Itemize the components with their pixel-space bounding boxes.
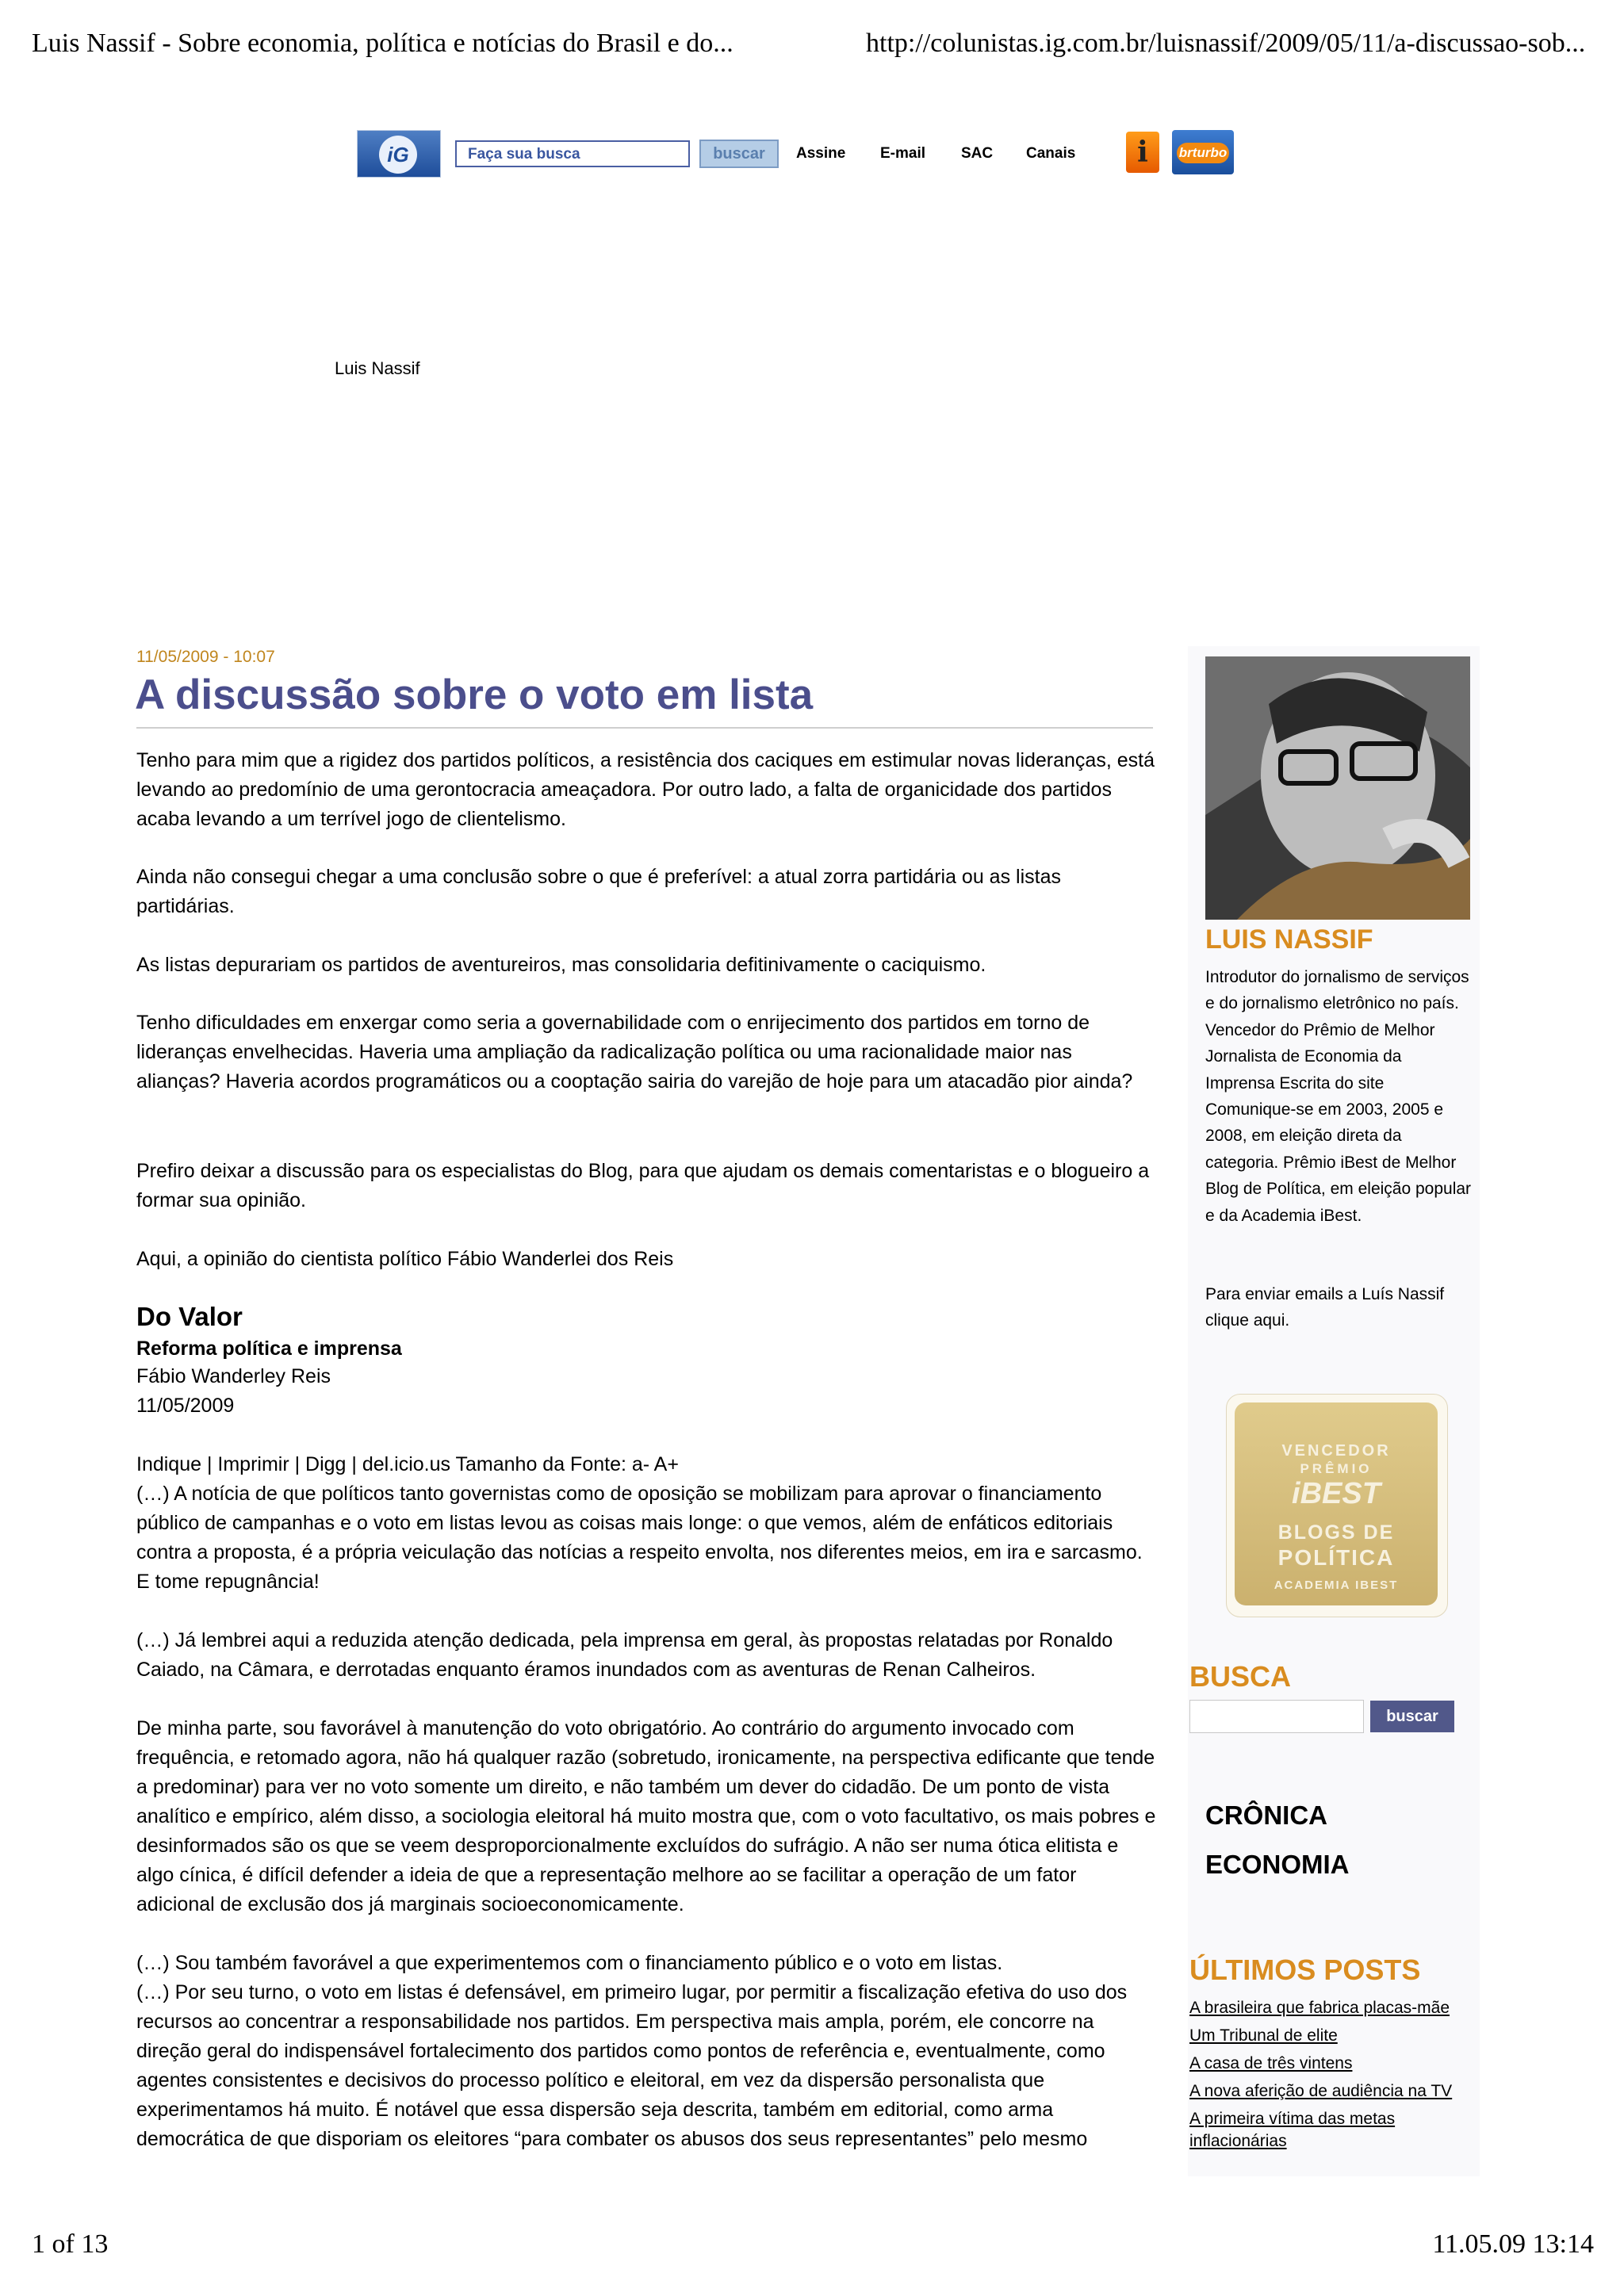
sac-link[interactable]: SAC	[961, 145, 994, 162]
ibest-award-badge[interactable]	[1226, 1394, 1448, 1617]
award-line: VENCEDOR	[1281, 1442, 1391, 1460]
category-link-cronica[interactable]: CRÔNICA	[1205, 1800, 1327, 1830]
ig-logo[interactable]	[357, 130, 441, 178]
award-line: PRÊMIO	[1300, 1461, 1373, 1476]
author-bio: Introdutor do jornalismo de serviços e do jornalismo eletrônico no país. Vencedor do Prêmio de Melhor Jornalista de Economia da Imprensa Escrita do site Comunique-se em 2003, 2005 e 2008, em eleição direta da categoria. Prêmio iBest de Melhor Blog de Política, em eleição popular e da Academia iBest.	[1205, 968, 1472, 1225]
ig-logo-text: iG	[387, 142, 409, 166]
brturbo-text: brturbo	[1177, 143, 1229, 163]
print-page-url: http://colunistas.ig.com.br/luisnassif/2009/05/11/a-discussao-sob...	[866, 29, 1586, 58]
recent-post-link[interactable]: Um Tribunal de elite	[1189, 2026, 1338, 2045]
title-divider	[136, 727, 1153, 729]
sidebar-search-input[interactable]	[1189, 1700, 1364, 1733]
article-paragraph: (…) Por seu turno, o voto em listas é defensável, em primeiro lugar, por permitir a fiscalização efetiva do uso dos recursos ao concentrar a responsabilidade nos partidos. Em perspectiva mais ampla, porém, ele concorre na direção geral do indispensável fortalecimento dos partidos como pontos de referência e, eventualmente, como agentes consistentes e decisivos do processo político e eleitoral, em vez da dispersão personalista que experimentamos há muito. É notável que essa dispersão seja descrita, também em editorial, como arma democrática de que disporiam os eleitores “para combater os abusos dos seus representantes” pelo mesmo	[136, 1981, 1128, 2150]
article-date: 11/05/2009 - 10:07	[136, 648, 275, 666]
recent-post-link[interactable]: A primeira vítima das metas inflacionárias	[1189, 2110, 1396, 2150]
print-page-number: 1 of 13	[32, 2229, 109, 2259]
award-line: iBEST	[1292, 1477, 1381, 1510]
quoted-article-date: 11/05/2009	[136, 1395, 235, 1417]
author-photo	[1205, 656, 1470, 920]
article-paragraph: (…) A notícia de que políticos tanto governistas como de oposição se mobilizam para aprovar o financiamento público de campanhas e o voto em listas levou as coisas mais longe: o que vemos, além de enfáticos editoriais contra a proposta, é a própria veiculação das notícias a respeito envolta, nos diferentes meios, em ira e sarcasmo. E tome repugnância!	[136, 1483, 1143, 1593]
source-heading: Do Valor	[136, 1302, 243, 1331]
email-link[interactable]: E-mail	[880, 145, 926, 162]
brturbo-logo[interactable]	[1172, 130, 1234, 174]
print-datetime: 11.05.09 13:14	[1432, 2229, 1594, 2259]
assine-link[interactable]: Assine	[796, 145, 846, 162]
recent-post-link[interactable]: A brasileira que fabrica placas-mãe	[1189, 1999, 1450, 2017]
category-link-economia[interactable]: ECONOMIA	[1205, 1850, 1350, 1879]
blog-author-label: Luis Nassif	[335, 358, 420, 378]
info-icon[interactable]: i	[1126, 132, 1159, 173]
article-title[interactable]: A discussão sobre o voto em lista	[135, 672, 814, 718]
sidebar-search-button[interactable]: buscar	[1370, 1701, 1454, 1732]
award-line: POLÍTICA	[1277, 1545, 1395, 1570]
author-email-link[interactable]: Para enviar emails a Luís Nassif clique aqui.	[1205, 1285, 1445, 1330]
recent-post-link[interactable]: A nova aferição de audiência na TV	[1189, 2082, 1453, 2100]
article-paragraph: (…) Já lembrei aqui a reduzida atenção dedicada, pela imprensa em geral, às propostas relatadas por Ronaldo Caiado, na Câmara, e derrotadas enquanto éramos inundados com as aventuras de Renan Calheiros.	[136, 1629, 1113, 1681]
article-paragraph: (…) Sou também favorável a que experimentemos com o financiamento público e o voto em listas.	[136, 1952, 1003, 1974]
top-search-input[interactable]: Faça sua busca	[455, 140, 690, 167]
article-paragraph: As listas depurariam os partidos de aventureiros, mas consolidaria defitinivamente o caciquismo.	[136, 954, 986, 976]
canais-link[interactable]: Canais	[1026, 145, 1076, 162]
award-line: ACADEMIA IBEST	[1274, 1578, 1399, 1592]
recent-post-link[interactable]: A casa de três vintens	[1189, 2054, 1353, 2072]
article-toolbar-text: Indique | Imprimir | Digg | del.icio.us Tamanho da Fonte: a- A+	[136, 1453, 679, 1475]
article-paragraph: De minha parte, sou favorável à manutenção do voto obrigatório. Ao contrário do argumento invocado com frequência, e retomado agora, não há qualquer razão (sobretudo, ironicamente, na perspectiva edificante que tende a predominar) para ver no voto somente um direito, e não também um dever do cidadão. De um ponto de vista analítico e empírico, além disso, a sociologia eleitoral há muito mostra que, com o voto facultativo, os mais pobres e desinformados são os que se veem desproporcionalmente excluídos do sufrágio. A não ser numa ótica elitista e algo cínica, é difícil defender a ideia de que a representação melhore ao se facilitar a operação de um fator adicional de exclusão dos já marginais socioeconomicamente.	[136, 1717, 1156, 1915]
top-search-button[interactable]: buscar	[699, 140, 779, 168]
recent-posts-heading: ÚLTIMOS POSTS	[1189, 1954, 1421, 1986]
article-paragraph: Tenho dificuldades em enxergar como seria a governabilidade com o enrijecimento dos partidos em torno de lideranças envelhecidas. Haveria uma ampliação da radicalização política ou uma racionalidade maior nas alianças? Haveria acordos programáticos ou a cooptação sairia do varejão de hoje para um atacadão pior ainda?	[136, 1012, 1133, 1093]
author-name: LUIS NASSIF	[1205, 924, 1373, 955]
article-paragraph: Aqui, a opinião do cientista político Fábio Wanderlei dos Reis	[136, 1248, 674, 1270]
quoted-article-title: Reforma política e imprensa	[136, 1337, 402, 1360]
search-heading: BUSCA	[1189, 1660, 1292, 1693]
award-line: BLOGS DE	[1277, 1521, 1395, 1544]
article-paragraph: Prefiro deixar a discussão para os especialistas do Blog, para que ajudam os demais comentaristas e o blogueiro a formar sua opinião.	[136, 1160, 1150, 1211]
quoted-article-byline: Fábio Wanderley Reis	[136, 1365, 331, 1387]
article-paragraph: Ainda não consegui chegar a uma conclusão sobre o que é preferível: a atual zorra partidária ou as listas partidárias.	[136, 866, 1061, 917]
print-page-title: Luis Nassif - Sobre economia, política e notícias do Brasil e do...	[32, 29, 733, 58]
article-paragraph: Tenho para mim que a rigidez dos partidos políticos, a resistência dos caciques em estimular novas lideranças, está levando ao predomínio de uma gerontocracia ameaçadora. Por outro lado, a falta de organicidade dos partidos acaba levando a um terrível jogo de clientelismo.	[136, 749, 1155, 830]
author-photo-art	[1205, 656, 1470, 920]
